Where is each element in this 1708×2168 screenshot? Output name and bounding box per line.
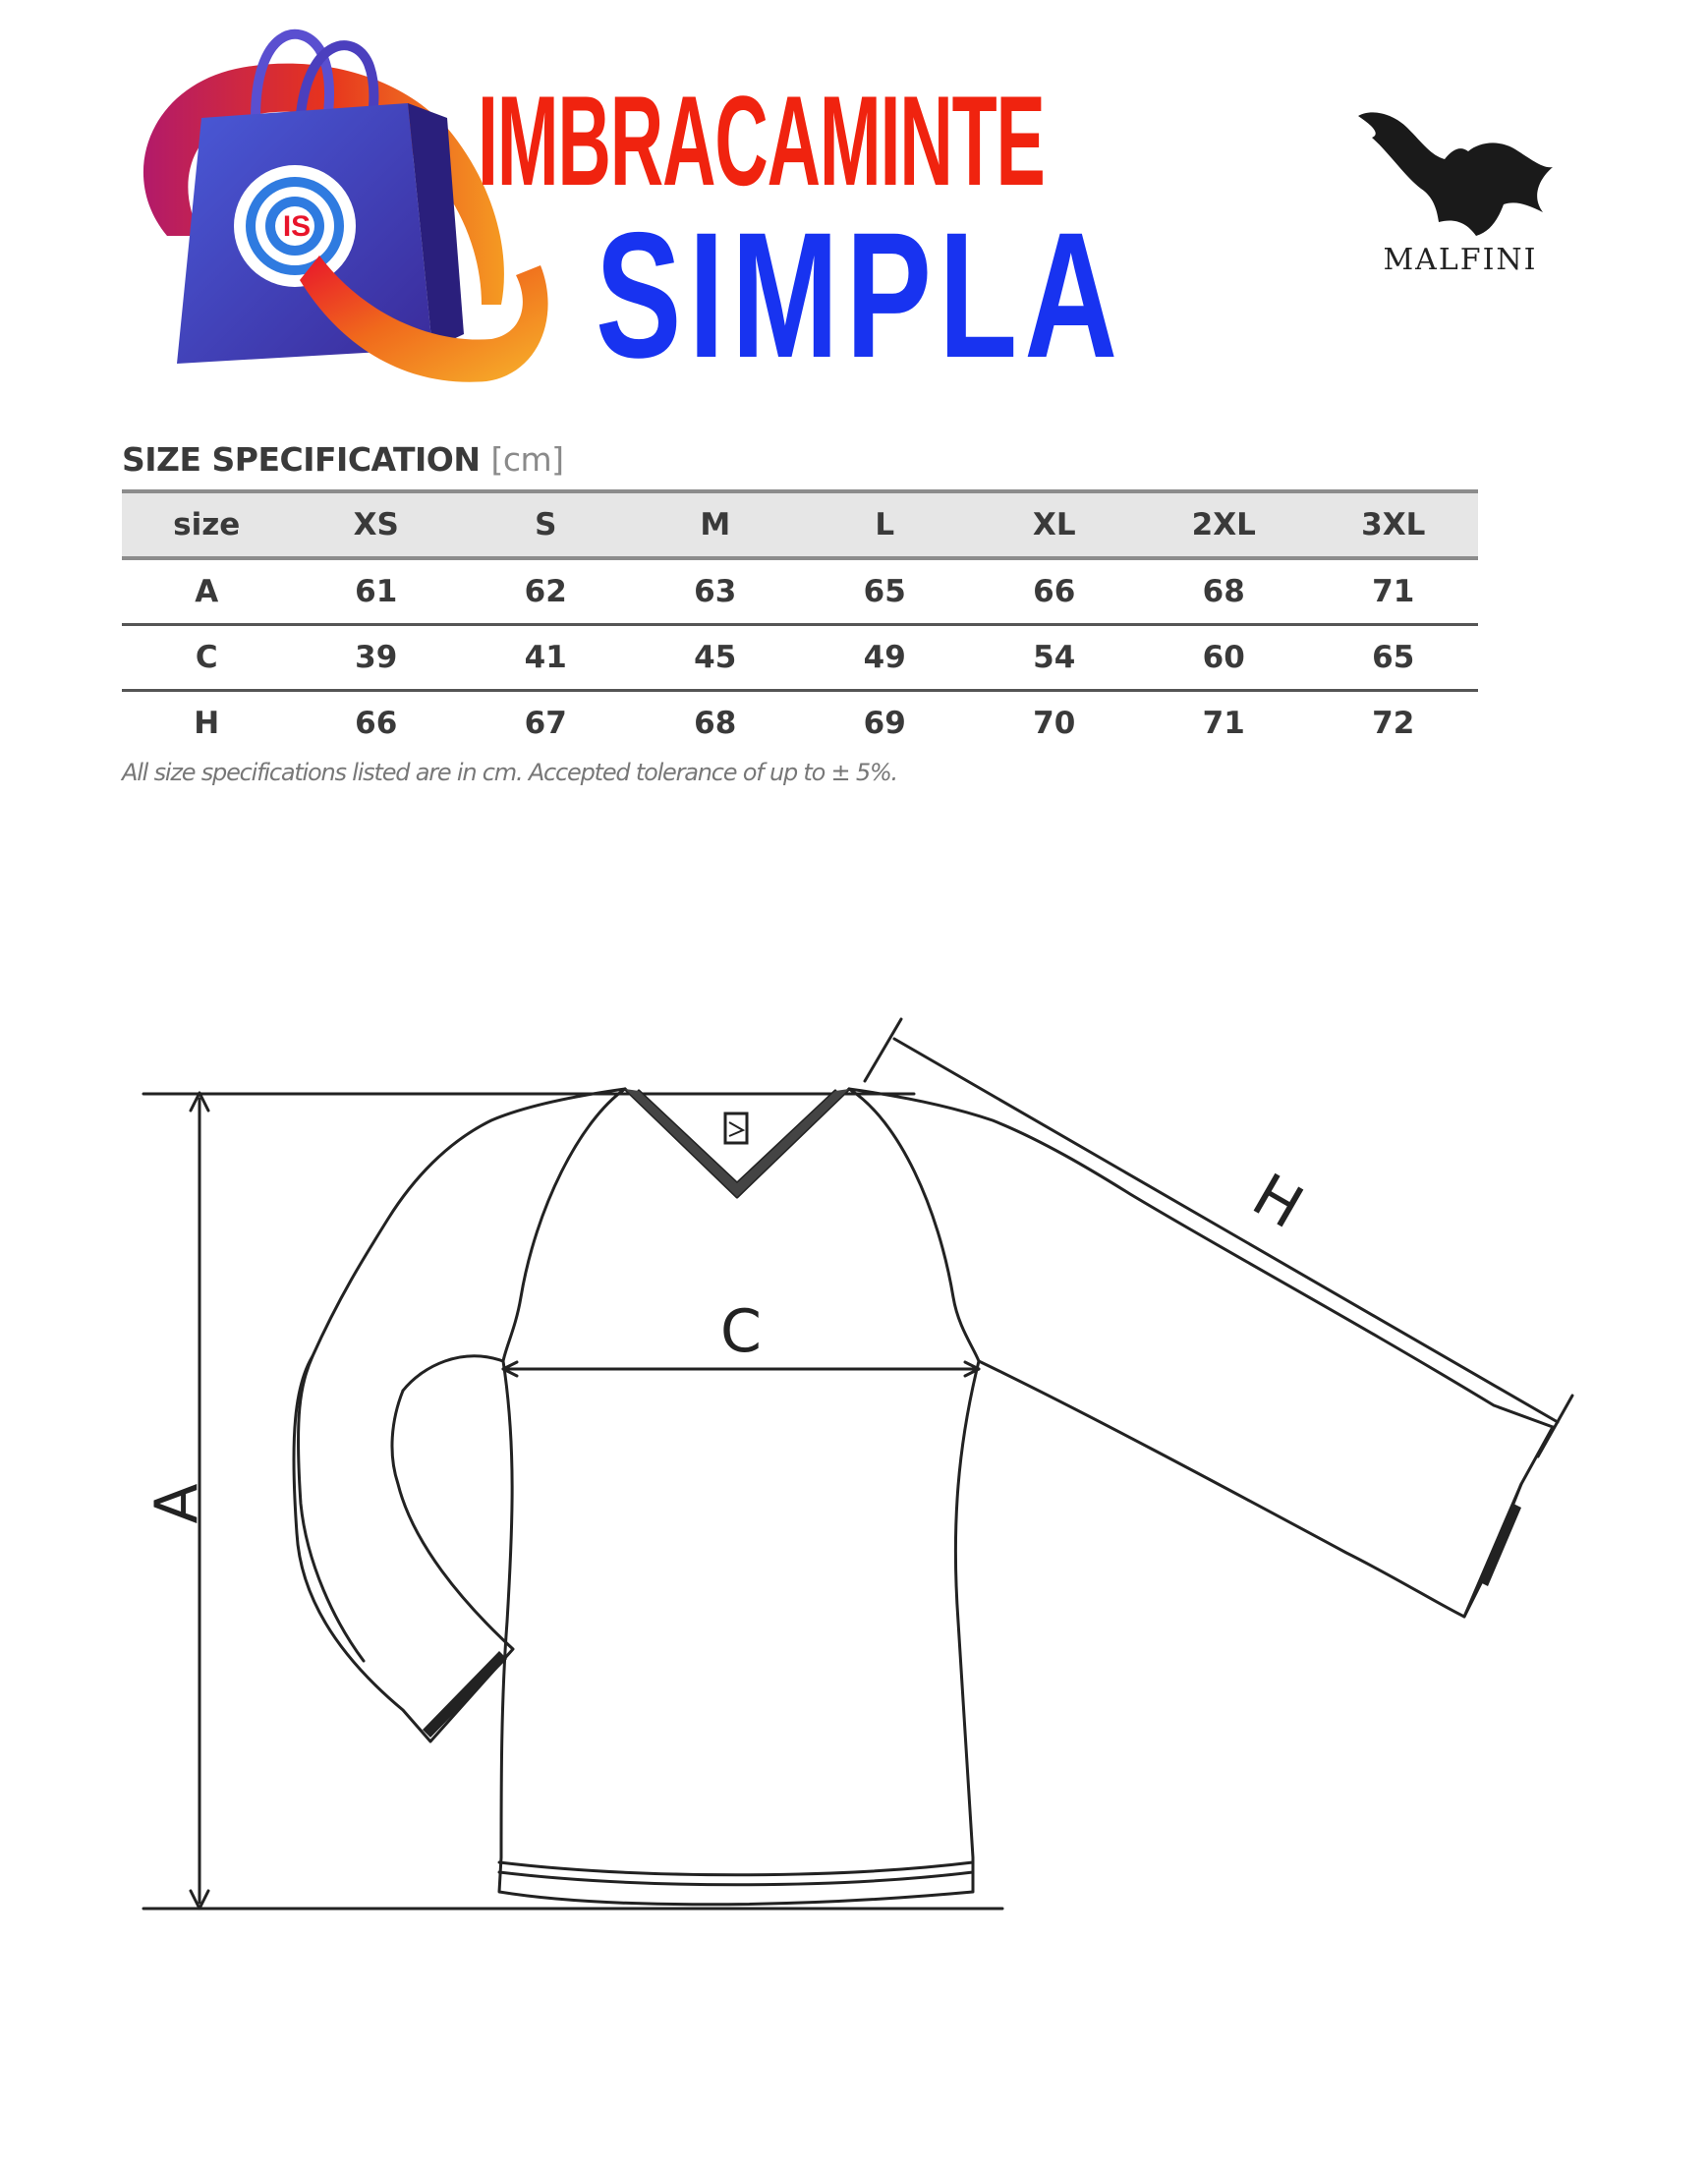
table-cell: 67: [524, 706, 567, 741]
garment-diagram: [0, 973, 1708, 1946]
left-cuff: [423, 1651, 507, 1738]
table-row: [122, 691, 1478, 756]
table-cell: 63: [631, 558, 801, 625]
header-size: L: [800, 491, 970, 558]
brand-name-line1: IMBRACAMINTE: [478, 69, 1045, 212]
neck-label: [725, 1113, 747, 1143]
header-size: XL: [970, 491, 1140, 558]
table-cell: 41: [461, 625, 631, 691]
table-cell: 61: [292, 558, 462, 625]
hem-line: [499, 1862, 973, 1875]
table-cell: 72: [1372, 706, 1415, 741]
malfini-brand-text: MALFINI: [1383, 243, 1538, 277]
table-cell: 69: [863, 706, 906, 741]
table-cell: 68: [1139, 558, 1309, 625]
right-raglan-seam: [849, 1089, 979, 1361]
right-sleeve-outline: [979, 1361, 1553, 1617]
table-header-row: [122, 491, 1478, 558]
row-label: A: [122, 558, 292, 625]
table-cell: 71: [1202, 706, 1245, 741]
shop-logo-badge: IS: [282, 210, 312, 243]
right-sleeve-cuff-edge: [1464, 1484, 1521, 1617]
table-cell: 65: [1309, 625, 1479, 691]
dimension-h-line: [894, 1039, 1558, 1422]
table-cell: 65: [800, 558, 970, 625]
row-label: C: [122, 625, 292, 691]
malfini-logo: [1342, 94, 1578, 281]
eagle-icon: [1358, 112, 1553, 236]
dimension-h-tick-top: [865, 1019, 901, 1081]
table-row: [122, 625, 1478, 691]
table-cell: 49: [800, 625, 970, 691]
header-size: XS: [292, 491, 462, 558]
table-cell: 70: [1033, 706, 1076, 741]
header-size: 2XL: [1139, 491, 1309, 558]
spec-title-text: SIZE SPECIFICATION: [122, 440, 481, 479]
shirt-body-outline: [298, 1089, 1553, 1905]
table-row: [122, 558, 1478, 625]
tolerance-note: All size specifications listed are in cm. Accepted tolerance of up to ± 5%.: [122, 759, 897, 786]
dimension-a-label: A: [142, 1483, 211, 1524]
table-cell: 54: [970, 625, 1140, 691]
neck-label-mark: [729, 1122, 743, 1136]
size-table: [122, 489, 1478, 755]
table-cell: 66: [970, 558, 1140, 625]
row-label: H: [194, 706, 220, 741]
table-cell: 66: [355, 706, 398, 741]
header-size: M: [631, 491, 801, 558]
table-cell: 45: [631, 625, 801, 691]
header-size: S: [461, 491, 631, 558]
neckline-inner: [639, 1091, 835, 1183]
spec-unit: [cm]: [490, 440, 564, 479]
table-cell: 68: [694, 706, 737, 741]
left-raglan-seam: [503, 1089, 625, 1361]
header-size-label: size: [122, 491, 292, 558]
table-cell: 39: [292, 625, 462, 691]
brand-name-line2: SIMPLA: [596, 195, 1125, 395]
left-sleeve-inner: [403, 1356, 503, 1391]
dimension-h-label: H: [1240, 1161, 1315, 1243]
dimension-c-label: C: [720, 1297, 762, 1366]
table-cell: 60: [1139, 625, 1309, 691]
right-cuff: [1480, 1504, 1521, 1586]
header-size: 3XL: [1309, 491, 1479, 558]
spec-title: [122, 440, 564, 484]
table-cell: 62: [461, 558, 631, 625]
table-cell: 71: [1309, 558, 1479, 625]
